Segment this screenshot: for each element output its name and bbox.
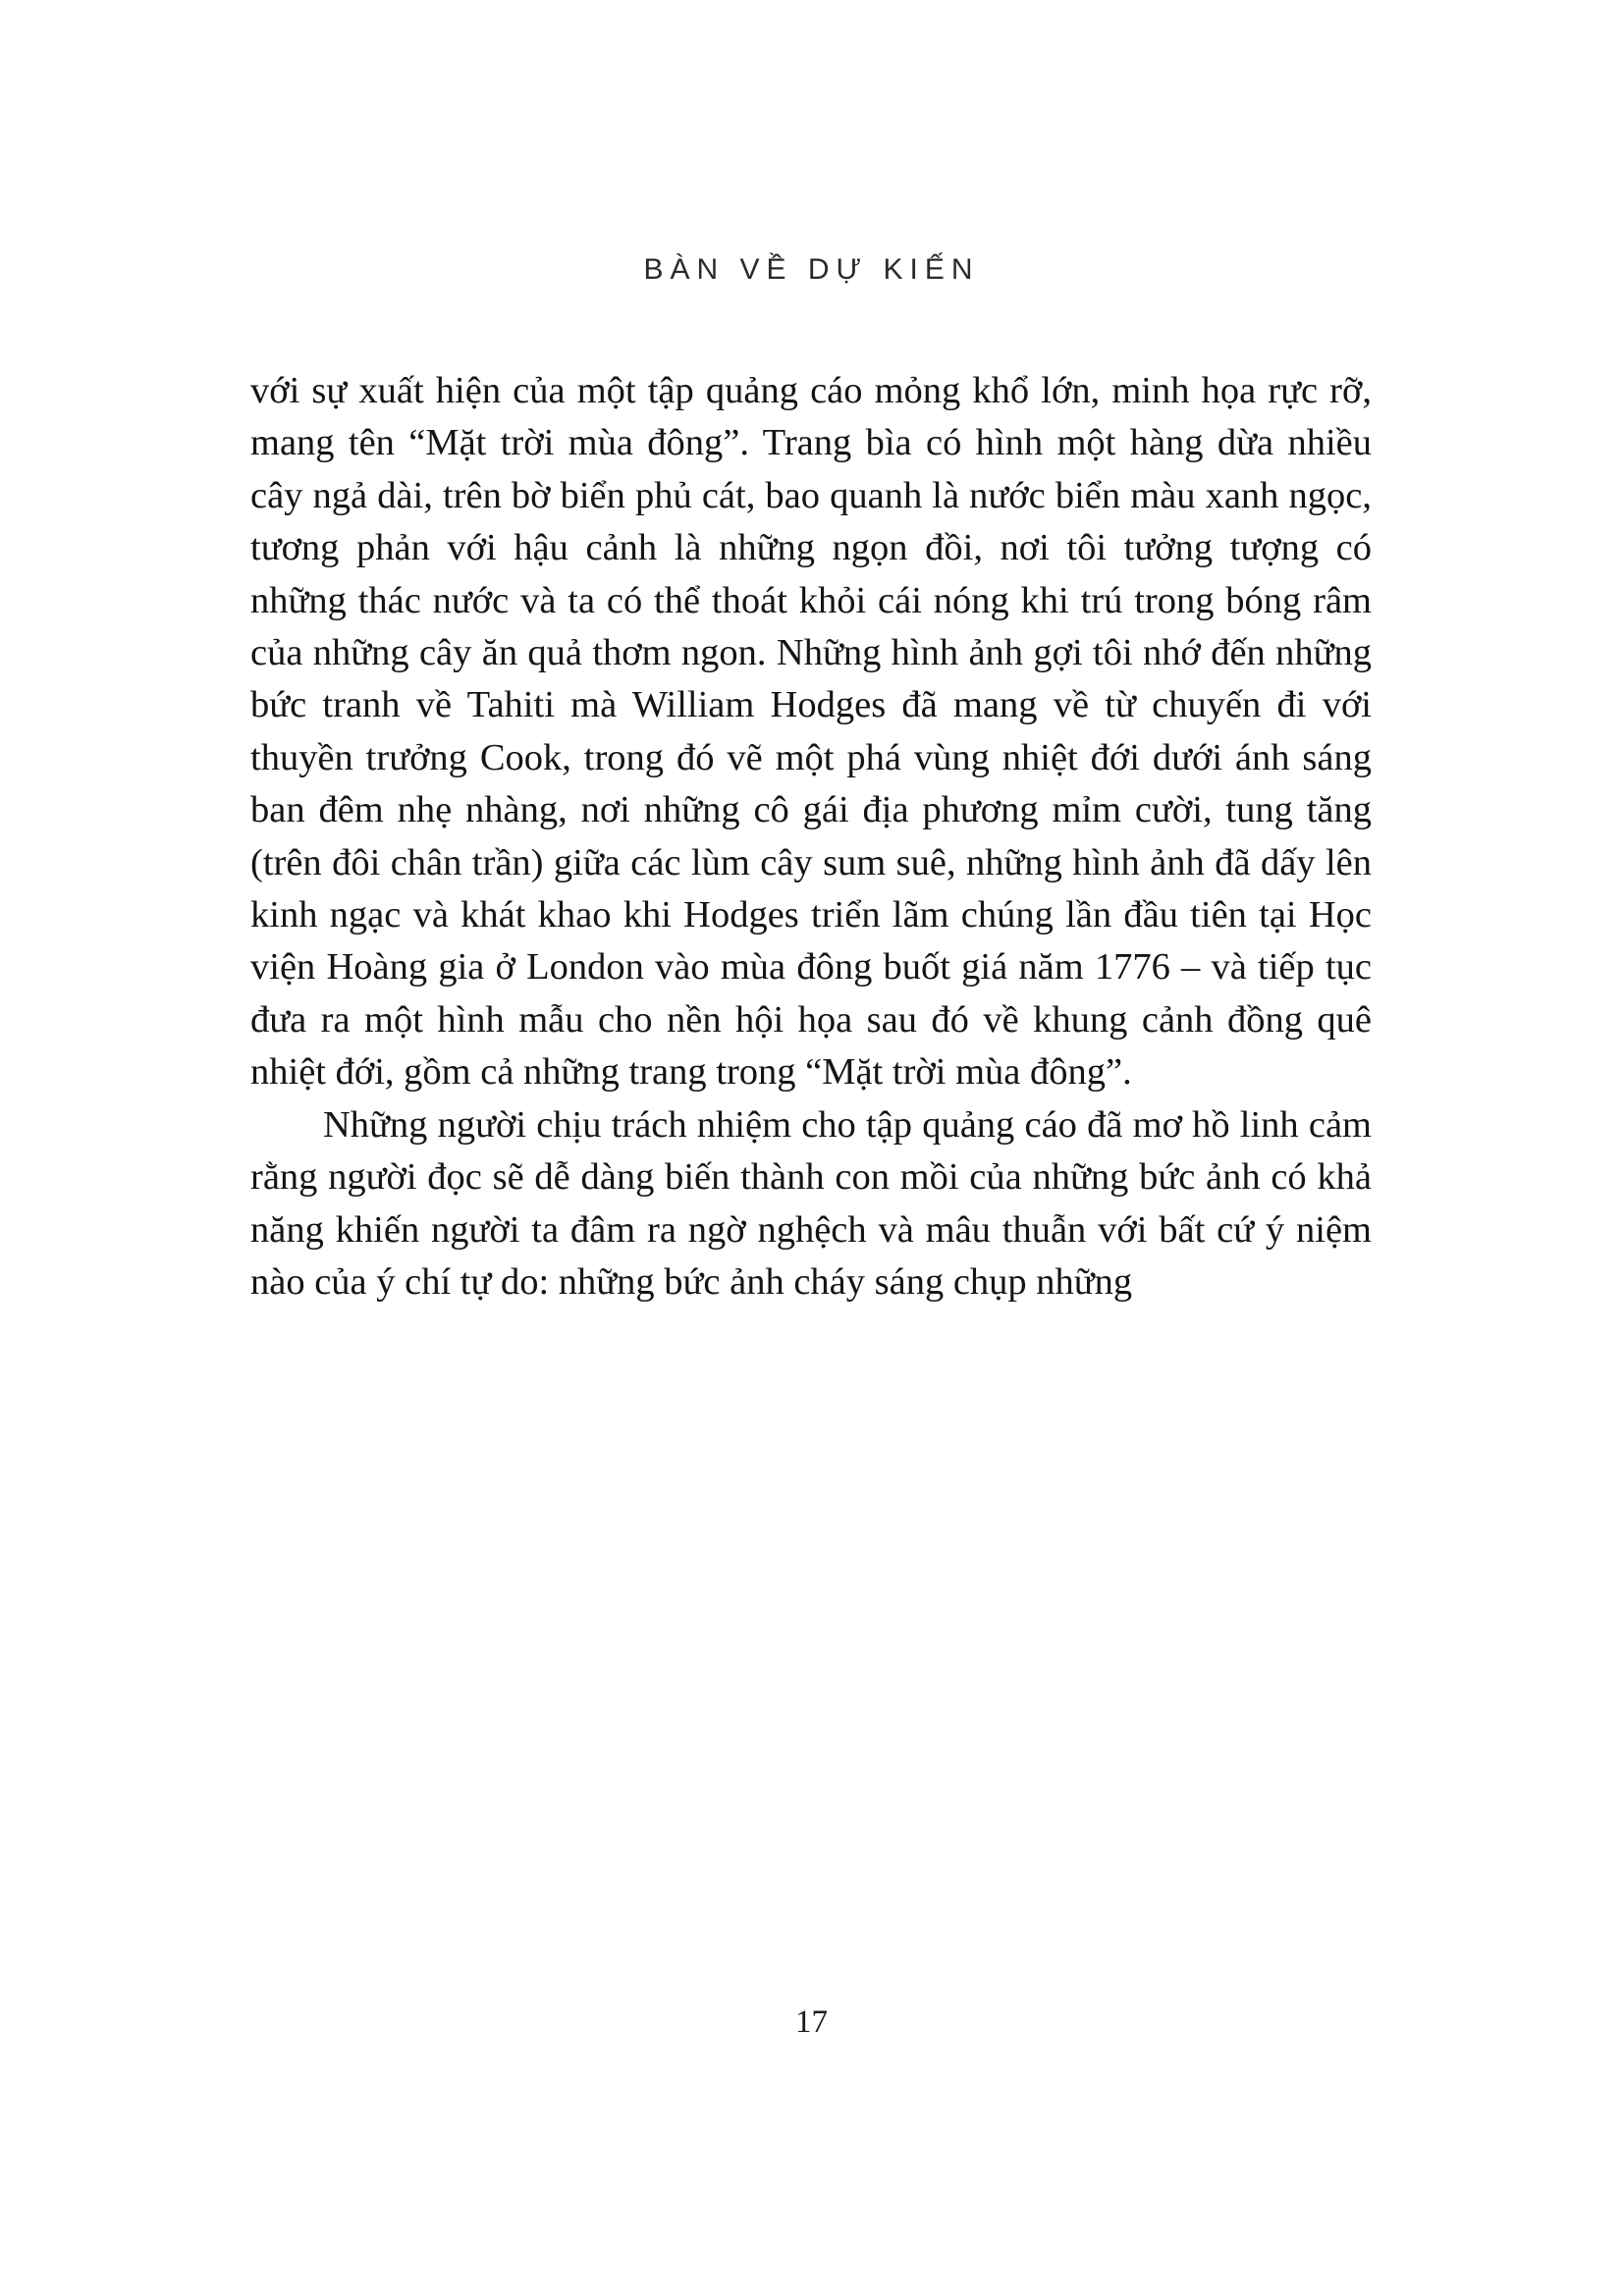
body-text-block <box>250 365 1372 1308</box>
paragraph-2: Những người chịu trách nhiệm cho tập quảng cáo đã mơ hồ linh cảm rằng người đọc sẽ dễ dàng biến thành con mồi của những bức ảnh có khả năng khiến người ta đâm ra ngờ nghệch và mâu thuẫn với bất cứ ý niệm nào của ý chí tự do: những bức ảnh cháy sáng chụp những <box>250 1103 1372 1303</box>
paragraph-1: với sự xuất hiện của một tập quảng cáo mỏng khổ lớn, minh họa rực rỡ, mang tên “Mặt trời mùa đông”. Trang bìa có hình một hàng dừa nhiều cây ngả dài, trên bờ biển phủ cát, bao quanh là nước biển màu xanh ngọc, tương phản với hậu cảnh là những ngọn đồi, nơi tôi tưởng tượng có những thác nước và ta có thể thoát khỏi cái nóng khi trú trong bóng râm của những cây ăn quả thơm ngon. Những hình ảnh gợi tôi nhớ đến những bức tranh về Tahiti mà William Hodges đã mang về từ chuyến đi với thuyền trưởng Cook, trong đó vẽ một phá vùng nhiệt đới dưới ánh sáng ban đêm nhẹ nhàng, nơi những cô gái địa phương mỉm cười, tung tăng (trên đôi chân trần) giữa các lùm cây sum suê, những hình ảnh đã dấy lên kinh ngạc và khát khao khi Hodges triển lãm chúng lần đầu tiên tại Học viện Hoàng gia ở London vào mùa đông buốt giá năm 1776 – và tiếp tục đưa ra một hình mẫu cho nền hội họa sau đó về khung cảnh đồng quê nhiệt đới, gồm cả những trang trong “Mặt trời mùa đông”. <box>250 370 1372 1094</box>
running-head: BÀN VỀ DỰ KIẾN <box>643 253 980 286</box>
page-number: 17 <box>795 2004 828 2040</box>
